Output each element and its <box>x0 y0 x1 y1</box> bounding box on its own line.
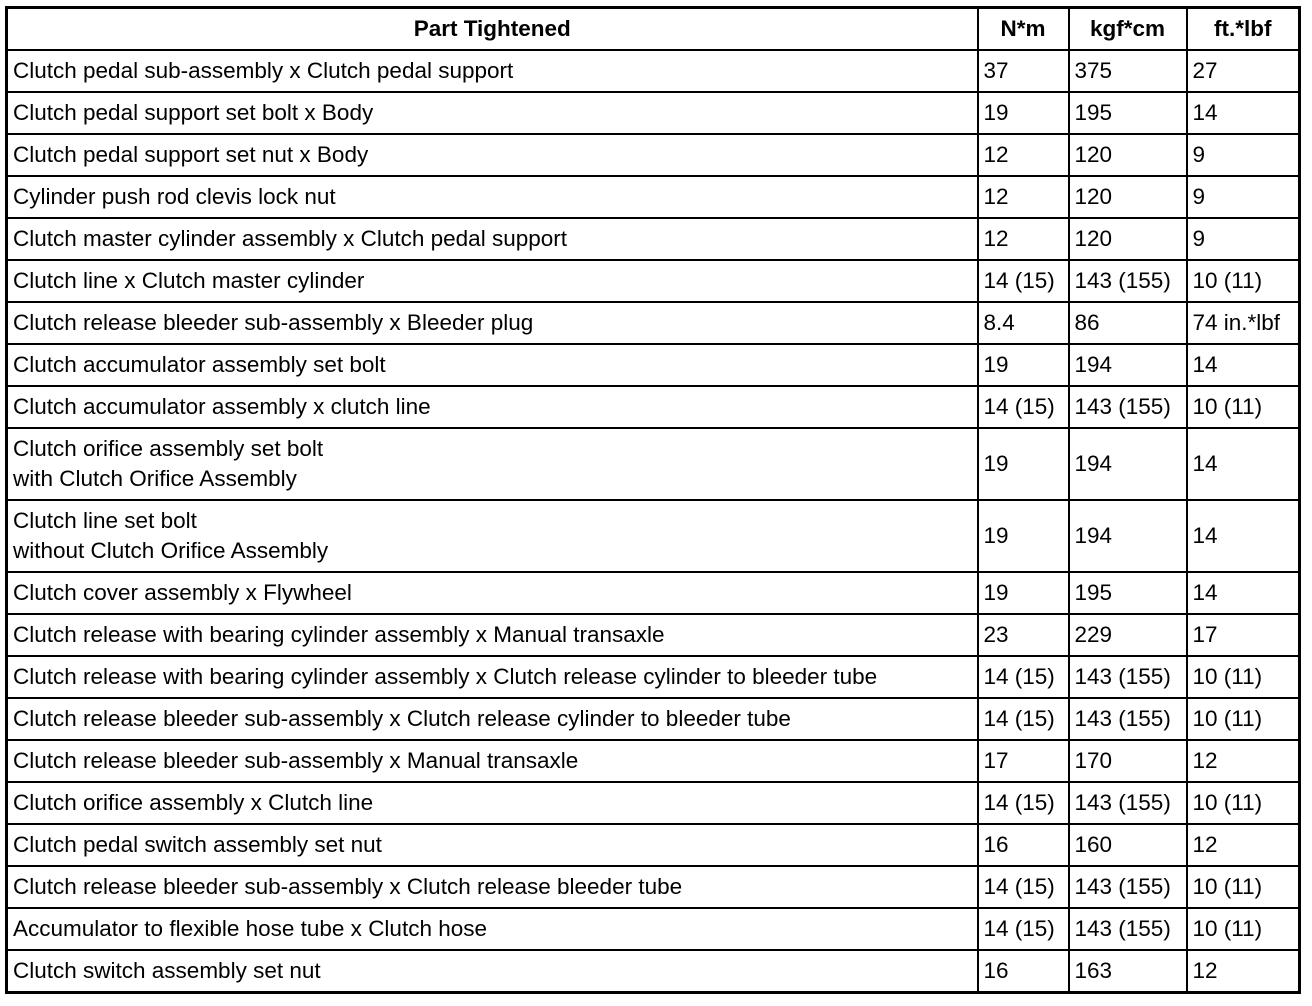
cell-nm: 16 <box>978 824 1069 866</box>
table-row <box>7 428 1300 500</box>
part-text-line: Clutch pedal support set nut x Body <box>13 142 369 167</box>
cell-ft-lbf: 10 (11) <box>1187 260 1300 302</box>
header-row <box>7 8 1300 51</box>
cell-kgf-cm: 194 <box>1069 344 1187 386</box>
cell-ft-lbf: 14 <box>1187 428 1300 500</box>
cell-ft-lbf: 14 <box>1187 500 1300 572</box>
cell-nm: 17 <box>978 740 1069 782</box>
part-text-line: with Clutch Orifice Assembly <box>13 466 297 491</box>
part-text-line: Clutch master cylinder assembly x Clutch pedal support <box>13 226 567 251</box>
cell-part-tightened <box>7 782 978 824</box>
table-row <box>7 92 1300 134</box>
cell-part-tightened <box>7 302 978 344</box>
cell-nm: 8.4 <box>978 302 1069 344</box>
table-row <box>7 656 1300 698</box>
cell-part-tightened <box>7 260 978 302</box>
table-row <box>7 572 1300 614</box>
cell-ft-lbf: 14 <box>1187 344 1300 386</box>
table-row <box>7 176 1300 218</box>
cell-part-tightened <box>7 428 978 500</box>
cell-ft-lbf: 10 (11) <box>1187 386 1300 428</box>
table-row <box>7 134 1300 176</box>
cell-ft-lbf: 12 <box>1187 950 1300 993</box>
cell-kgf-cm: 163 <box>1069 950 1187 993</box>
cell-kgf-cm: 143 (155) <box>1069 866 1187 908</box>
cell-part-tightened <box>7 176 978 218</box>
table-row <box>7 908 1300 950</box>
part-text-line: Clutch line set bolt <box>13 508 197 533</box>
cell-kgf-cm: 160 <box>1069 824 1187 866</box>
cell-part-tightened <box>7 344 978 386</box>
cell-kgf-cm: 143 (155) <box>1069 698 1187 740</box>
cell-part-tightened <box>7 824 978 866</box>
cell-nm: 19 <box>978 572 1069 614</box>
part-text-line: Clutch cover assembly x Flywheel <box>13 580 352 605</box>
part-text-line: Clutch pedal support set bolt x Body <box>13 100 374 125</box>
header-kgf-cm: kgf*cm <box>1069 8 1187 51</box>
header-nm: N*m <box>978 8 1069 51</box>
cell-ft-lbf: 9 <box>1187 218 1300 260</box>
cell-kgf-cm: 120 <box>1069 134 1187 176</box>
table-row <box>7 302 1300 344</box>
cell-nm: 14 (15) <box>978 656 1069 698</box>
cell-nm: 14 (15) <box>978 908 1069 950</box>
cell-kgf-cm: 194 <box>1069 500 1187 572</box>
cell-part-tightened <box>7 500 978 572</box>
part-text-line: Clutch pedal switch assembly set nut <box>13 832 382 857</box>
cell-kgf-cm: 86 <box>1069 302 1187 344</box>
table-row <box>7 950 1300 993</box>
cell-nm: 23 <box>978 614 1069 656</box>
cell-kgf-cm: 375 <box>1069 50 1187 92</box>
part-text-line: Clutch orifice assembly x Clutch line <box>13 790 374 815</box>
part-text-line: Clutch release bleeder sub-assembly x Clutch release bleeder tube <box>13 874 683 899</box>
header-ft-lbf: ft.*lbf <box>1187 8 1300 51</box>
part-text-line: Clutch release bleeder sub-assembly x Clutch release cylinder to bleeder tube <box>13 706 791 731</box>
cell-ft-lbf: 10 (11) <box>1187 866 1300 908</box>
cell-ft-lbf: 10 (11) <box>1187 656 1300 698</box>
cell-kgf-cm: 195 <box>1069 92 1187 134</box>
cell-part-tightened <box>7 866 978 908</box>
table-body <box>7 50 1300 993</box>
part-text-line: Clutch release with bearing cylinder assembly x Manual transaxle <box>13 622 665 647</box>
cell-nm: 19 <box>978 428 1069 500</box>
part-text-line: Clutch release bleeder sub-assembly x Manual transaxle <box>13 748 579 773</box>
cell-part-tightened <box>7 950 978 993</box>
cell-ft-lbf: 14 <box>1187 572 1300 614</box>
cell-nm: 12 <box>978 218 1069 260</box>
cell-part-tightened <box>7 908 978 950</box>
cell-kgf-cm: 194 <box>1069 428 1187 500</box>
cell-kgf-cm: 120 <box>1069 218 1187 260</box>
cell-ft-lbf: 14 <box>1187 92 1300 134</box>
cell-ft-lbf: 10 (11) <box>1187 908 1300 950</box>
cell-nm: 12 <box>978 176 1069 218</box>
cell-part-tightened <box>7 92 978 134</box>
torque-spec-table <box>5 6 1301 994</box>
cell-kgf-cm: 143 (155) <box>1069 908 1187 950</box>
cell-ft-lbf: 10 (11) <box>1187 782 1300 824</box>
table-row <box>7 500 1300 572</box>
table-row <box>7 782 1300 824</box>
header-part-tightened: Part Tightened <box>7 8 978 51</box>
table-row <box>7 344 1300 386</box>
part-text-line: Clutch release with bearing cylinder assembly x Clutch release cylinder to bleeder tube <box>13 664 878 689</box>
cell-nm: 19 <box>978 92 1069 134</box>
cell-nm: 14 (15) <box>978 698 1069 740</box>
cell-kgf-cm: 143 (155) <box>1069 656 1187 698</box>
cell-kgf-cm: 170 <box>1069 740 1187 782</box>
part-text-line: Clutch accumulator assembly set bolt <box>13 352 386 377</box>
part-text-line: Cylinder push rod clevis lock nut <box>13 184 336 209</box>
cell-ft-lbf: 9 <box>1187 134 1300 176</box>
table-row <box>7 386 1300 428</box>
cell-nm: 37 <box>978 50 1069 92</box>
cell-nm: 19 <box>978 500 1069 572</box>
cell-kgf-cm: 195 <box>1069 572 1187 614</box>
cell-nm: 14 (15) <box>978 782 1069 824</box>
cell-nm: 14 (15) <box>978 260 1069 302</box>
table-row <box>7 866 1300 908</box>
cell-ft-lbf: 74 in.*lbf <box>1187 302 1300 344</box>
table-row <box>7 260 1300 302</box>
cell-part-tightened <box>7 614 978 656</box>
table-row <box>7 740 1300 782</box>
cell-nm: 14 (15) <box>978 866 1069 908</box>
cell-nm: 12 <box>978 134 1069 176</box>
cell-part-tightened <box>7 218 978 260</box>
part-text-line: without Clutch Orifice Assembly <box>13 538 329 563</box>
part-text-line: Clutch release bleeder sub-assembly x Bleeder plug <box>13 310 534 335</box>
cell-ft-lbf: 10 (11) <box>1187 698 1300 740</box>
cell-part-tightened <box>7 572 978 614</box>
cell-kgf-cm: 143 (155) <box>1069 782 1187 824</box>
cell-ft-lbf: 17 <box>1187 614 1300 656</box>
cell-ft-lbf: 12 <box>1187 824 1300 866</box>
cell-kgf-cm: 143 (155) <box>1069 386 1187 428</box>
table-row <box>7 218 1300 260</box>
cell-ft-lbf: 27 <box>1187 50 1300 92</box>
part-text-line: Clutch pedal sub-assembly x Clutch pedal support <box>13 58 514 83</box>
cell-part-tightened <box>7 656 978 698</box>
cell-part-tightened <box>7 134 978 176</box>
cell-ft-lbf: 9 <box>1187 176 1300 218</box>
cell-nm: 19 <box>978 344 1069 386</box>
cell-part-tightened <box>7 698 978 740</box>
cell-kgf-cm: 120 <box>1069 176 1187 218</box>
table-row <box>7 698 1300 740</box>
table-row <box>7 824 1300 866</box>
part-text-line: Clutch accumulator assembly x clutch line <box>13 394 431 419</box>
cell-kgf-cm: 143 (155) <box>1069 260 1187 302</box>
cell-kgf-cm: 229 <box>1069 614 1187 656</box>
cell-ft-lbf: 12 <box>1187 740 1300 782</box>
cell-nm: 14 (15) <box>978 386 1069 428</box>
cell-nm: 16 <box>978 950 1069 993</box>
cell-part-tightened <box>7 386 978 428</box>
part-text-line: Clutch switch assembly set nut <box>13 958 321 983</box>
part-text-line: Accumulator to flexible hose tube x Clutch hose <box>13 916 488 941</box>
table-row <box>7 614 1300 656</box>
table-row <box>7 50 1300 92</box>
part-text-line: Clutch line x Clutch master cylinder <box>13 268 365 293</box>
cell-part-tightened <box>7 50 978 92</box>
part-text-line: Clutch orifice assembly set bolt <box>13 436 324 461</box>
cell-part-tightened <box>7 740 978 782</box>
